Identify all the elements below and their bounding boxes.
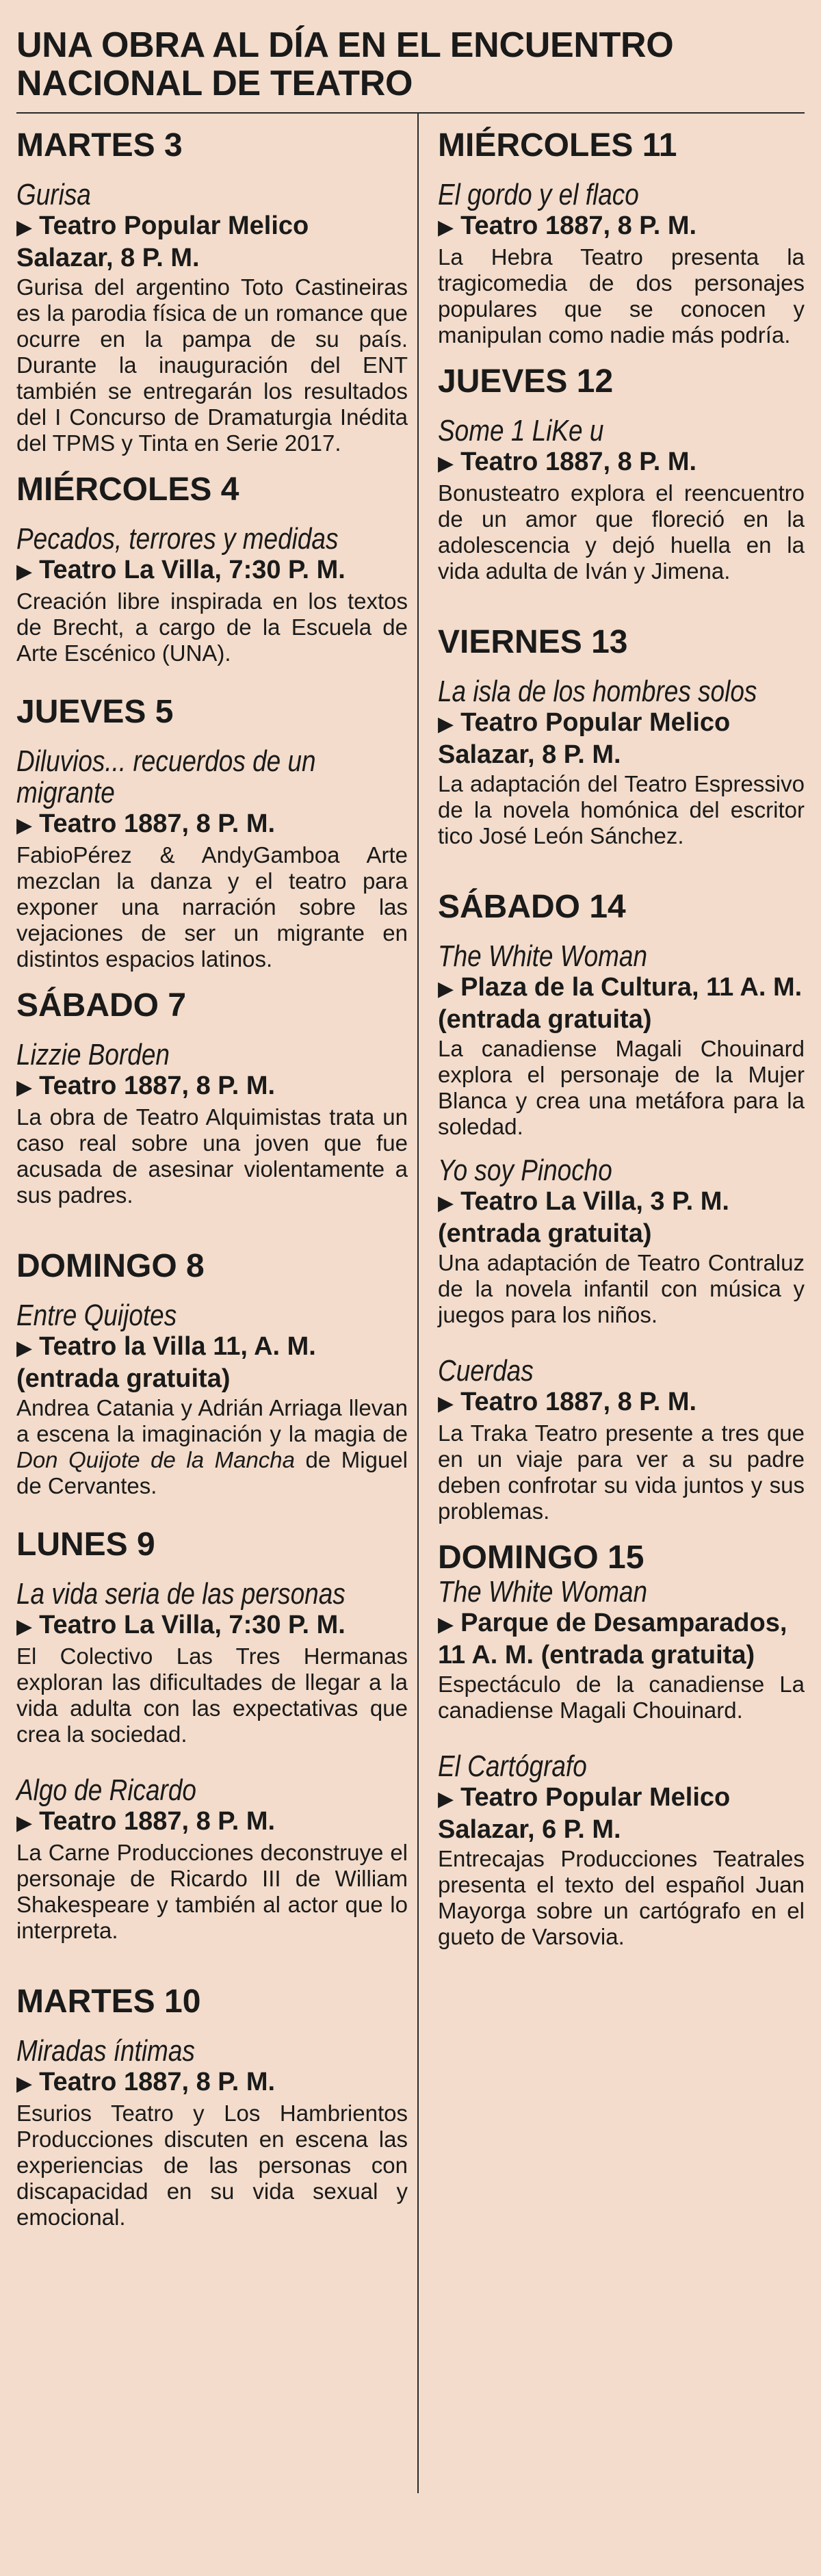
event-title: La isla de los hombres solos [438,675,757,708]
day-heading: LUNES 9 [16,1526,155,1563]
event-item [438,1751,805,1950]
day-heading: SÁBADO 7 [16,987,187,1024]
event-venue: ▶ Teatro 1887, 8 P. M. [16,2068,276,2096]
event-description: Entrecajas Producciones Teatrales presenta el texto del español Juan Mayorga sobre un cartógrafo en el gueto de Varsovia. [438,1846,805,1949]
event-description: Espectáculo de la canadiense La canadiense Magali Chouinard. [438,1671,805,1723]
triangle-bullet-icon: ▶ [438,1788,454,1810]
triangle-bullet-icon: ▶ [438,452,454,475]
header [16,26,805,103]
event-venue: ▶ Teatro 1887, 8 P. M. [16,809,276,838]
event-title: Algo de Ricardo [16,1773,196,1807]
event-venue: ▶ Teatro La Villa, 7:30 P. M. [16,556,346,584]
event-venue: ▶ Plaza de la Cultura, 11 A. M. (entrada gratuita) [438,973,803,1034]
event-venue: ▶ Parque de Desamparados, 11 A. M. (entrada gratuita) [438,1609,787,1669]
event-title: La vida seria de las personas [16,1577,346,1611]
triangle-bullet-icon: ▶ [438,1192,454,1214]
event-venue: ▶ Teatro La Villa, 7:30 P. M. [16,1611,346,1639]
day-heading: MARTES 3 [16,127,183,164]
event-description: La Carne Producciones deconstruye el personaje de Ricardo III de William Shakespeare y también al actor que lo interpreta. [16,1840,408,1943]
event-item [438,1355,805,1524]
event-venue: ▶ Teatro Popular Melico Salazar, 8 P. M. [438,708,731,769]
event-item [16,1578,408,1747]
event-item [438,676,805,849]
event-description: La Hebra Teatro presenta la tragicomedia de dos personajes populares que se conocen y manipulan como nadie más podría. [438,244,805,348]
triangle-bullet-icon: ▶ [16,560,33,583]
event-title: The White Woman [438,1575,648,1609]
event-title: Entre Quijotes [16,1299,177,1332]
event-item [16,523,408,666]
event-description: La canadiense Magali Chouinard explora el personaje de la Mujer Blanca y crea una metáfora para la soledad. [438,1036,805,1139]
event-item [16,1300,408,1499]
event-venue: ▶ Teatro 1887, 8 P. M. [438,211,697,240]
schedule-columns [16,127,805,2230]
day-heading: MIÉRCOLES 11 [438,127,677,164]
page-title: UNA OBRA AL DÍA EN EL ENCUENTRO NACIONAL DE TEATRO [16,25,674,103]
header-rule [16,112,805,114]
triangle-bullet-icon: ▶ [16,1337,33,1359]
event-title: El gordo y el flaco [438,178,639,211]
triangle-bullet-icon: ▶ [16,1076,33,1099]
triangle-bullet-icon: ▶ [438,216,454,239]
day-heading: SÁBADO 14 [438,889,626,925]
event-item [438,415,805,584]
event-title: Diluvios... recuerdos de un migrante [16,744,316,809]
day-heading: JUEVES 5 [16,694,174,730]
event-item [16,1039,408,1208]
event-venue: ▶ Teatro 1887, 8 P. M. [16,1807,276,1836]
event-item [16,179,408,456]
event-description: El Colectivo Las Tres Hermanas exploran las dificultades de llegar a la vida adulta con las expectativas que crea la sociedad. [16,1643,408,1747]
event-item [16,746,408,972]
event-title: Gurisa [16,178,91,211]
event-description: FabioPérez & AndyGamboa Arte mezclan la danza y el teatro para exponer una narración sobre las vejaciones de ser un migrante en distintos espacios latinos. [16,842,408,972]
event-venue: ▶ Teatro 1887, 8 P. M. [438,1388,697,1416]
event-item [438,1155,805,1328]
event-description: Andrea Catania y Adrián Arriaga llevan a escena la imaginación y la magia de Don Quijote de la Mancha de Miguel de Cervantes. [16,1395,408,1498]
event-description: La adaptación del Teatro Espressivo de la novela homónica del escritor tico José León Sánchez. [438,771,805,848]
event-description: La obra de Teatro Alquimistas trata un caso real sobre una joven que fue acusada de asesinar violentamente a sus padres. [16,1104,408,1208]
event-title: Lizzie Borden [16,1038,170,1071]
right-column [417,127,805,2230]
event-item [438,179,805,348]
event-description: Esurios Teatro y Los Hambrientos Producciones discuten en escena las experiencias de las personas con discapacidad en su vida sexual y emocional. [16,2100,408,2230]
triangle-bullet-icon: ▶ [16,2072,33,2095]
column-divider [417,112,419,2493]
event-title: Miradas íntimas [16,2034,195,2068]
day-heading: MARTES 10 [16,1983,201,2020]
event-title: The White Woman [438,939,648,973]
event-venue: ▶ Teatro La Villa, 3 P. M. (entrada gratuita) [438,1187,729,1248]
event-venue: ▶ Teatro 1887, 8 P. M. [438,447,697,476]
day-heading: VIERNES 13 [438,624,628,660]
left-column [16,127,417,2230]
event-title: Some 1 LiKe u [438,414,604,447]
triangle-bullet-icon: ▶ [438,713,454,736]
triangle-bullet-icon: ▶ [16,1615,33,1638]
event-title: El Cartógrafo [438,1749,587,1783]
triangle-bullet-icon: ▶ [438,978,454,1000]
event-title: Cuerdas [438,1354,534,1388]
triangle-bullet-icon: ▶ [438,1392,454,1415]
event-description: La Traka Teatro presente a tres que en un viaje para ver a su padre deben confrotar su vida juntos y sus problemas. [438,1420,805,1524]
event-venue: ▶ Teatro 1887, 8 P. M. [16,1071,276,1100]
event-item [16,1775,408,1944]
event-title: Yo soy Pinocho [438,1154,612,1187]
book-title: Don Quijote de la Mancha [16,1447,296,1472]
event-venue: ▶ Teatro Popular Melico Salazar, 8 P. M. [16,211,309,272]
event-title: Pecados, terrores y medidas [16,522,339,556]
day-heading: DOMINGO 15 [438,1539,644,1576]
triangle-bullet-icon: ▶ [16,216,33,239]
triangle-bullet-icon: ▶ [16,814,33,837]
event-description: Bonusteatro explora el reencuentro de un amor que floreció en la adolescencia y dejó huella en la vida adulta de Iván y Jimena. [438,480,805,584]
event-venue: ▶ Teatro la Villa 11, A. M. (entrada gratuita) [16,1332,316,1393]
event-venue: ▶ Teatro Popular Melico Salazar, 6 P. M. [438,1783,731,1844]
event-item [438,941,805,1140]
triangle-bullet-icon: ▶ [438,1613,454,1636]
event-item [16,2035,408,2230]
event-item [438,1576,805,1723]
day-heading: JUEVES 12 [438,363,614,400]
triangle-bullet-icon: ▶ [16,1812,33,1834]
event-description: Gurisa del argentino Toto Castineiras es la parodia física de un romance que ocurre en la pampa de su país. Durante la inauguración del ENT también se entregarán los resultados del I Concurso de Dramaturgia Inédita del TPMS y Tinta en Serie 2017. [16,274,408,456]
event-description: Creación libre inspirada en los textos de Brecht, a cargo de la Escuela de Arte Escénico (UNA). [16,588,408,666]
event-description: Una adaptación de Teatro Contraluz de la novela infantil con música y juegos para los niños. [438,1250,805,1327]
day-heading: DOMINGO 8 [16,1248,205,1284]
day-heading: MIÉRCOLES 4 [16,471,239,508]
